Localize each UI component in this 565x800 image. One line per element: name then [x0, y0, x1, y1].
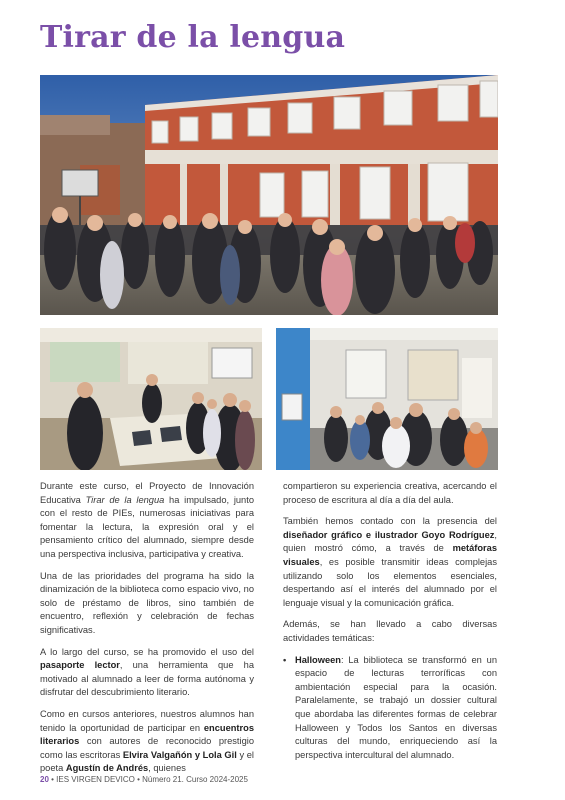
schoolyard-crowd-photo: [40, 75, 498, 315]
paragraph: Además, se han llevado a cabo diversas actividades temáticas:: [283, 619, 497, 643]
paragraph: A lo largo del curso, se ha promovido el uso del pasaporte lector, una herramienta que ha motivado al alumnado a leer de forma autónoma y disfrutar del descubrimiento literario.: [40, 646, 254, 698]
list-item: • Halloween: La biblioteca se transformó en un espacio de lecturas terroríficas con ambientación especial para la ocasión. Paralelamente, se trabajó un dossier cultural que abordaba las diferentes formas de celebrar Halloween y Todos los Santos en diversas culturas del mundo, enriqueciendo así la perspectiva intercultural del alumnado.: [283, 654, 497, 763]
paragraph: Durante este curso, el Proyecto de Innovación Educativa Tirar de la lengua ha impulsado, junto con el resto de PIEs, numerosas iniciativas para fomentar la lectura, la expresión oral y el pensamiento crítico del alumnado, siempre desde una perspectiva inclusiva, participativa y creativa.: [40, 481, 254, 559]
text-column-left: [40, 480, 254, 784]
page-footer: [40, 775, 248, 784]
page-number: 20: [40, 775, 49, 784]
paragraph: También hemos contado con la presencia del diseñador gráfico e ilustrador Goyo Rodríguez, quien mostró cómo, a través de metáforas visuales, es posible transmitir ideas complejas utilizando solo los elementos esenciales, despertando así el interés del alumnado por el lenguaje visual y la comunicación gráfica.: [283, 516, 497, 608]
paragraph: Como en cursos anteriores, nuestros alumnos han tenido la oportunidad de participar en encuentros literarios con autores de reconocido prestigio como las escritoras Elvira Valgañón y Lola Gil y el poeta Agustín de Andrés, quienes: [40, 708, 254, 774]
classroom-laptops-photo: [40, 328, 262, 470]
activity-list: [283, 654, 497, 763]
paragraph: Una de las prioridades del programa ha sido la dinamización de la biblioteca como espacio vivo, no solo de préstamo de libros, sino también de encuentro, reflexión y celebración de fechas significativas.: [40, 570, 254, 635]
paragraph: compartieron su experiencia creativa, acercando el proceso de escritura al día a día del aula.: [283, 481, 497, 505]
text-column-right: [283, 480, 497, 762]
page-title: Tirar de la lengua: [40, 20, 346, 55]
classroom-group-photo: [276, 328, 498, 470]
footer-text: • IES VIRGEN DEVICO • Número 21. Curso 2024-2025: [51, 775, 248, 784]
